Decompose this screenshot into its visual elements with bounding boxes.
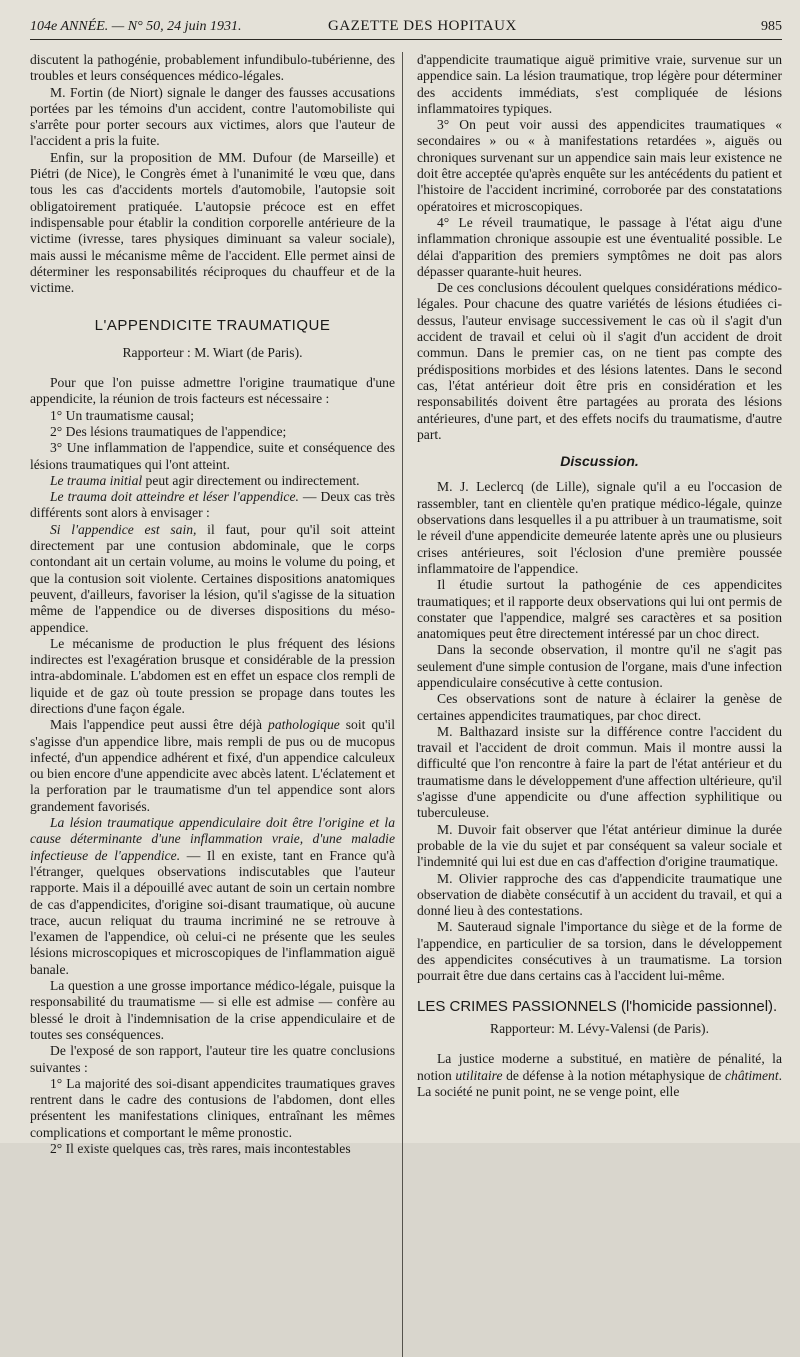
paragraph: Enfin, sur la proposition de MM. Dufour (de Marseille) et Piétri (de Nice), le Congrès émet à l'unanimité le vœu que, dans tous les cas d'accidents mortels d'automobile, l'autopsie soit obligatoirement pratiquée. L'autopsie précoce est en effet indispensable pour établir la condition corporelle antérieure de la victime (ivresse, tares physiques diminuant sa valeur sociale), mais aussi le mécanisme même de l'accident. Elle permet ainsi de déterminer les responsabilités réciproques du chauffeur et de la victime. bbox=[30, 149, 395, 296]
paragraph: De l'exposé de son rapport, l'auteur tire les quatre conclusions suivantes : bbox=[30, 1043, 395, 1075]
paragraph: M. Olivier rapproche des cas d'appendicite traumatique une observation de diabète consécutif à un accident du travail, et qui a donné lieu à des contestations. bbox=[417, 870, 782, 919]
list-item: 1° Un traumatisme causal; bbox=[50, 407, 194, 423]
section-title: L'APPENDICITE TRAUMATIQUE bbox=[94, 317, 331, 335]
list-item: 3° Une inflammation de l'appendice, suite et conséquence des lésions traumatiques qui l'ont atteint. bbox=[30, 440, 395, 472]
text: La justice moderne a substitué, en matière de pénalité, la notion bbox=[417, 1051, 782, 1083]
paragraph: M. Sauteraud signale l'importance du siège et de la forme de l'appendice, en particulier de sa torsion, dans le développement des appendicites consécutives à un traumatisme. La torsion pourrait être due dans certains cas à l'accident lui-même. bbox=[417, 919, 782, 984]
paragraph: 4° Le réveil traumatique, le passage à l'état aigu d'une inflammation chronique assoupie est une éventualité possible. Le délai d'apparition des premiers symptômes ne doit pas alors dépasser quarante-huit heures. bbox=[417, 214, 782, 279]
paragraph: Dans la seconde observation, il montre qu'il ne s'agit pas seulement d'une simple contusion de l'organe, mais d'une infection appendiculaire consécutive à cette contusion. bbox=[417, 642, 782, 690]
discussion-title: Discussion. bbox=[560, 453, 639, 470]
list-item: 2° Des lésions traumatiques de l'appendice; bbox=[50, 423, 287, 439]
paragraph: M. Balthazard insiste sur la différence contre l'accident du travail et l'accident de droit commun. Mais il montre aussi la difficulté que l'on rencontre à faire la part de l'état antérieur et du traumatisme dans le développement d'une affection ultérieure, qu'il s'agisse d'une appendicite ou d'une affection syphilitique ou tuberculeuse. bbox=[417, 723, 782, 821]
text: — Il en existe, tant en France qu'à l'étranger, quelques observations indiscutables que l'auteur rapporte. Mais il a dépouillé avec autant de soin un certain nombre de cas d'appendicites, d'origine soi-disant traumatique, où aucune trace, aucun reliquat du trauma incriminé ne se retrouve à l'examen de l'appendice, où celui-ci ne présente que les seules lésions microscopiques et microscopiques de l'inflammation aiguë banale. bbox=[30, 847, 395, 977]
paragraph: Le mécanisme de production le plus fréquent des lésions indirectes est l'exagération brusque et considérable de la pression intra-abdominale. L'abdomen est en effet un espace clos rempli de liquide et de gaz où toute pression se propage dans toutes les directions d'une façon égale. bbox=[30, 635, 395, 716]
paragraph: 3° On peut voir aussi des appendicites traumatiques « secondaires » ou « à manifestations retardées », aiguës ou chroniques survenant sur un appendice sain mais leur existence ne doit être acceptée qu'après enquête sur les antécédents du patient et l'histoire de l'accident incriminé, corroborée par des constatations opératoires et microscopiques. bbox=[417, 117, 782, 214]
paragraph: 1° La majorité des soi-disant appendicites traumatiques graves rentrent dans le cadre des contusions de l'abdomen, dont elles présentent les manifestations cliniques, entraînant les mêmes complications et comportant le même pronostic. bbox=[30, 1075, 395, 1140]
paragraph bbox=[30, 522, 395, 636]
text: soit qu'il s'agisse d'un appendice libre, mais rempli de pus ou de mucopus infecté, d'un appendice adhérent et fixé, d'un appendice calculeux ou bien encore d'une appendicite avec abcès latent. L'éclatement et la perforation par le traumatisme d'un tel appendice sont alors grandement favorisés. bbox=[30, 717, 395, 814]
italic-lead: Le trauma initial bbox=[50, 472, 143, 488]
left-column bbox=[30, 52, 395, 1157]
text: de défense à la notion métaphysique de bbox=[502, 1067, 725, 1083]
italic-word: châtiment bbox=[725, 1067, 779, 1083]
paragraph: De ces conclusions découlent quelques considérations médico-légales. Pour chacune des quatre variétés de lésions étudiées ci-dessus, l'auteur envisage successivement le cas où il s'agit d'un accident de travail et celui où il s'agit d'un accident de droit commun. Dans le premier cas, on ne tient pas compte des prédispositions morbides et des lésions latentes. Dans le second cas, l'état antérieur doit être pris en considération et les responsabilités doivent être partagées au prorata des lésions antérieures, d'une part, et des effets nocifs du traumatisme, d'autre part. bbox=[417, 280, 782, 442]
paragraph: 2° Il existe quelques cas, très rares, mais incontestables bbox=[50, 1141, 351, 1156]
paragraph: Pour que l'on puisse admettre l'origine traumatique d'une appendicite, la réunion de trois facteurs est nécessaire : bbox=[30, 375, 395, 407]
text: Mais l'appendice peut aussi être déjà bbox=[50, 717, 269, 733]
journal-title: GAZETTE DES HOPITAUX bbox=[328, 18, 517, 34]
paragraph: Il étudie surtout la pathogénie de ces appendicites traumatiques; et il rapporte deux observations qui lui ont permis de constater que l'appendice, malgré ses caractères et sa position anatomiques peut être directement intéressé par un choc direct. bbox=[417, 577, 782, 642]
page-header bbox=[30, 18, 782, 40]
crimes-section-title: LES CRIMES PASSIONNELS (l'homicide passionnel). bbox=[417, 997, 778, 1015]
paragraph bbox=[417, 1051, 782, 1100]
page-number: 985 bbox=[761, 19, 782, 34]
text: — Deux cas très différents sont alors à envisager : bbox=[30, 489, 395, 521]
text: il faut, pour qu'il soit atteint directement par une contusion abdominale, que le corps contondant ait un certain volume, au moins le volume du poing, et que la contusion soit violente. Certaines dispositions anatomiques peuvent, d'ailleurs, favoriser la lésion, qu'il s'agisse de la situation même de l'appendice ou de diverses dispositions du méso-appendice. bbox=[30, 521, 395, 635]
issue-info: 104e ANNÉE. — N° 50, 24 juin 1931. bbox=[30, 19, 242, 34]
paragraph: M. Duvoir fait observer que l'état antérieur diminue la durée probable de la vie du sujet et par conséquent sa valeur sociale et l'indemnité qui lui est due en cas d'affection d'origine traumatique. bbox=[417, 821, 782, 870]
paragraph bbox=[30, 717, 395, 815]
text: peut agir directement ou indirectement. bbox=[142, 472, 360, 488]
paragraph: d'appendicite traumatique aiguë primitive vraie, survenue sur un appendice sain. La lésion traumatique, trop légère pour déterminer des accidents immédiats, s'est compliquée de lésions inflammatoires typiques. bbox=[417, 52, 782, 116]
paragraph bbox=[30, 473, 395, 489]
text-columns bbox=[30, 52, 782, 1157]
italic-lead: La lésion traumatique appendiculaire doit être l'origine et la cause déterminante d'une inflammation vraie, d'une maladie infectieuse de l'appendice. bbox=[30, 815, 395, 863]
column-rule bbox=[402, 52, 403, 1357]
paragraph: M. Fortin (de Niort) signale le danger des fausses accusations portées par les témoins d'un accident, contre l'automobiliste qui s'arrête pour porter secours aux victimes, alors que l'auteur de l'accident a pris la fuite. bbox=[30, 84, 395, 149]
paragraph: La question a une grosse importance médico-légale, puisque la responsabilité du traumatisme — si elle est admise — confère au blessé le droit à l'indemnisation de la crise appendiculaire et de toutes ses conséquences. bbox=[30, 978, 395, 1042]
italic-word: pathologique bbox=[268, 717, 340, 733]
italic-lead: Le trauma doit atteindre et léser l'appendice. bbox=[50, 489, 299, 505]
italic-lead: Si l'appendice est sain, bbox=[50, 521, 197, 537]
paragraph: discutent la pathogénie, probablement infundibulo-tubérienne, des troubles et leurs conséquences médico-légales. bbox=[30, 52, 395, 84]
paragraph: M. J. Leclercq (de Lille), signale qu'il a eu l'occasion de rassembler, tant en clientèle qu'en pratique médico-légale, quinze observations dans lesquelles il a pu attribuer à un traumatisme, soit le réveil d'une appendicite demeurée latente après une ou plusieurs crises antérieures, soit l'éclosion d'une première poussée inflammatoire de l'appendice. bbox=[417, 479, 782, 576]
paragraph bbox=[30, 815, 395, 978]
text: . La société ne punit point, ne se venge point, elle bbox=[417, 1067, 783, 1099]
paragraph: Ces observations sont de nature à éclairer la genèse de certaines appendicites traumatiques, par choc direct. bbox=[417, 691, 782, 723]
rapporteur: Rapporteur : M. Wiart (de Paris). bbox=[122, 344, 303, 360]
italic-word: utilitaire bbox=[455, 1067, 503, 1083]
right-column bbox=[417, 52, 782, 1157]
paragraph bbox=[30, 489, 395, 522]
crimes-rapporteur: Rapporteur: M. Lévy-Valensi (de Paris). bbox=[490, 1020, 709, 1036]
